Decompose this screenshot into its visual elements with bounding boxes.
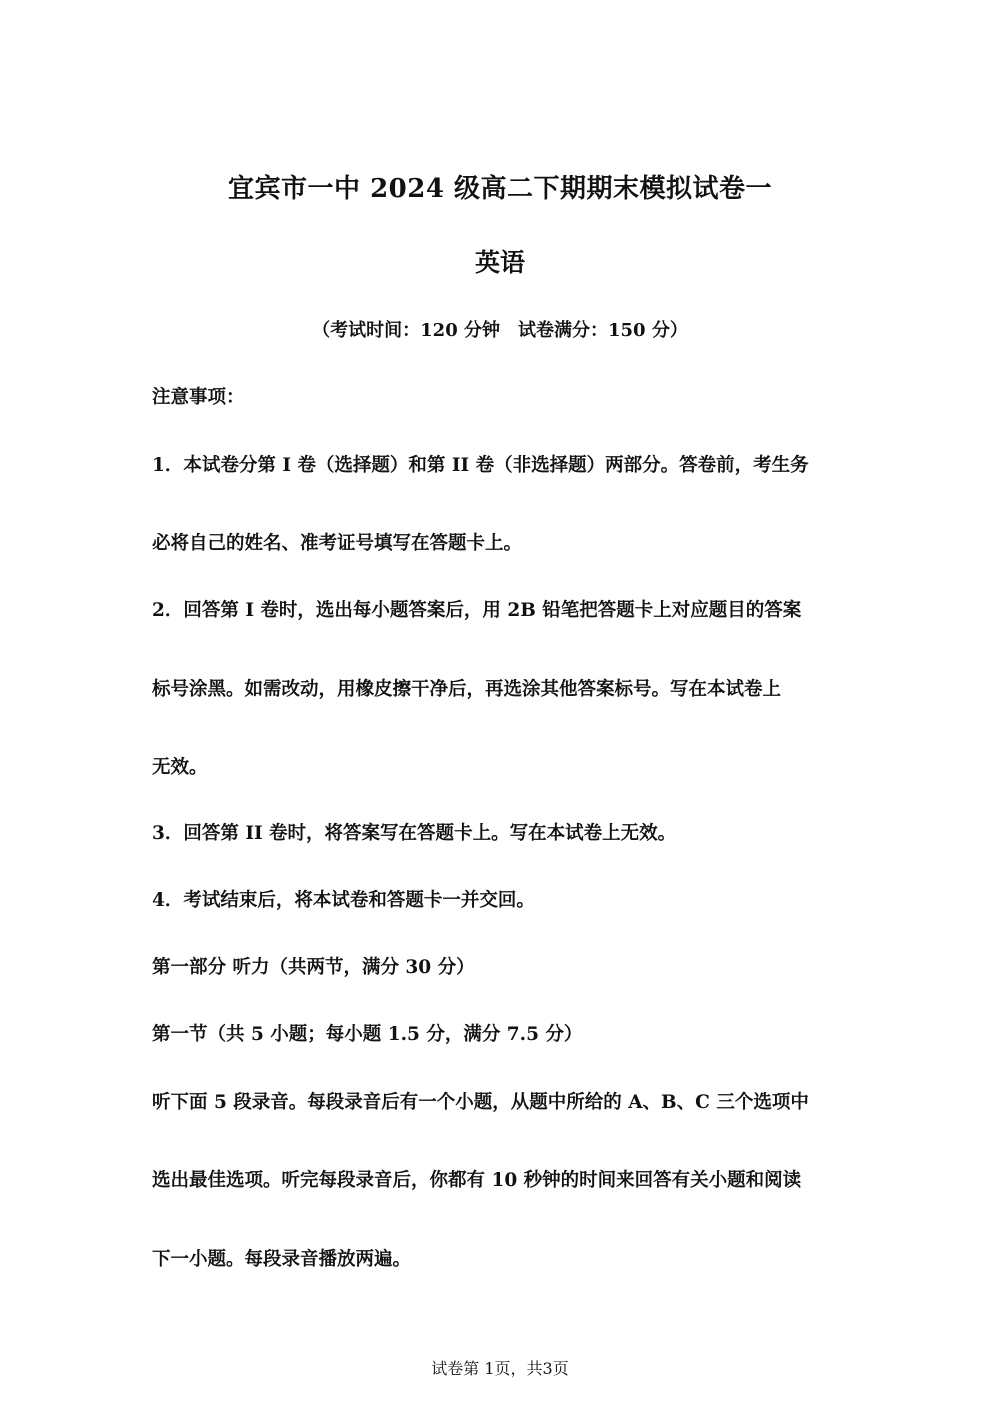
section-title: 第一节（共 5 小题；每小题 1.5 分，满分 7.5 分）: [152, 1024, 583, 1045]
exam-subject: 英语: [474, 248, 525, 277]
notice-line: 必将自己的姓名、准考证号填写在答题卡上。: [152, 533, 523, 554]
notice-line: 标号涂黑。如需改动，用橡皮擦干净后，再选涂其他答案标号。写在本试卷上: [152, 679, 782, 700]
notice-line: 无效。: [152, 757, 208, 778]
notice-line: 4．考试结束后，将本试卷和答题卡一并交回。: [152, 890, 535, 911]
page-number: 试卷第 1页，共3页: [431, 1359, 569, 1378]
part-title: 第一部分 听力（共两节，满分 30 分）: [152, 957, 475, 978]
notice-line: 2．回答第 I 卷时，选出每小题答案后，用 2B 铅笔把答题卡上对应题目的答案: [152, 600, 802, 621]
instruction-line: 选出最佳选项。听完每段录音后，你都有 10 秒钟的时间来回答有关小题和阅读: [152, 1170, 802, 1191]
instruction-line: 听下面 5 段录音。每段录音后有一个小题，从题中所给的 A、B、C 三个选项中: [152, 1092, 809, 1113]
exam-title: 宜宾市一中 2024 级高二下期期末模拟试卷一: [228, 174, 772, 204]
exam-info: （考试时间：120 分钟 试卷满分：150 分）: [312, 320, 688, 341]
notice-line: 3．回答第 II 卷时，将答案写在答题卡上。写在本试卷上无效。: [152, 823, 677, 844]
notice-heading: 注意事项：: [152, 387, 245, 408]
instruction-line: 下一小题。每段录音播放两遍。: [152, 1249, 412, 1270]
notice-line: 1．本试卷分第 I 卷（选择题）和第 II 卷（非选择题）两部分。答卷前，考生务: [152, 455, 809, 476]
